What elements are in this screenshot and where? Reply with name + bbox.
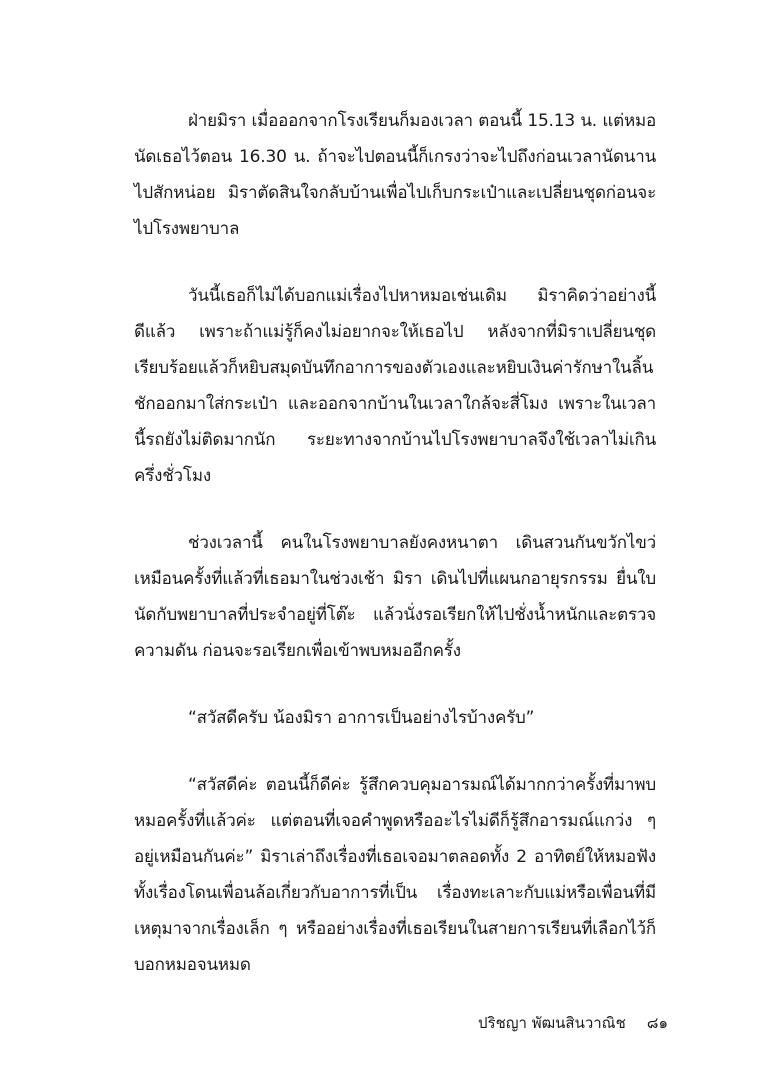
- paragraph-3: ช่วงเวลานี้ คนในโรงพยาบาลยังคงหนาตา เดินสวนกันขวักไขว่เหมือนครั้งที่แล้วที่เธอมาในช่วงเช้า มิรา เดินไปที่แผนกอายุรกรรม ยื่นใบนัดกับพยาบาลที่ประจำอยู่ที่โต๊ะ แล้วนั่งรอเรียกให้ไปชั่งน้ำหนักและตรวจความดัน ก่อนจะรอเรียกเพื่อเข้าพบหมออีกครั้ง: [134, 533, 656, 661]
- page-footer: [478, 1011, 678, 1035]
- paragraph-5-dialogue: “สวัสดีค่ะ ตอนนี้ก็ดีค่ะ รู้สึกควบคุมอารมณ์ได้มากกว่าครั้งที่มาพบหมอครั้งที่แล้วค่ะ แต่ตอนที่เจอคำพูดหรืออะไรไม่ดีก็รู้สึกอารมณ์แกว่ง ๆ อยู่เหมือนกันค่ะ” มิราเล่าถึงเรื่องที่เธอเจอมาตลอดทั้ง 2 อาทิตย์ให้หมอฟัง ทั้งเรื่องโดนเพื่อนล้อเกี่ยวกับอาการที่เป็น เรื่องทะเลาะกับแม่หรือเพื่อนที่มีเหตุมาจากเรื่องเล็ก ๆ หรืออย่างเรื่องที่เธอเรียนในสายการเรียนที่เลือกไว้ก็บอกหมอจนหมด: [134, 775, 656, 975]
- paragraph-4-dialogue: “สวัสดีครับ น้องมิรา อาการเป็นอย่างไรบ้างครับ”: [188, 708, 535, 728]
- body-text: [134, 103, 656, 1014]
- paragraph-2: วันนี้เธอก็ไม่ได้บอกแม่เรื่องไปหาหมอเช่นเดิม มิราคิดว่าอย่างนี้ดีแล้ว เพราะถ้าแม่รู้ก็คงไม่อยากจะให้เธอไป หลังจากที่มิราเปลี่ยนชุดเรียบร้อยแล้วก็หยิบสมุดบันทึกอาการของตัวเองและหยิบเงินค่ารักษาในลิ้นชักออกมาใส่กระเป๋า และออกจากบ้านในเวลาใกล้จะสี่โมง เพราะในเวลานี้รถยังไม่ติดมากนัก ระยะทางจากบ้านไปโรงพยาบาลจึงใช้เวลาไม่เกินครึ่งชั่วโมง: [134, 286, 656, 486]
- paragraph-1: ฝ่ายมิรา เมื่อออกจากโรงเรียนก็มองเวลา ตอนนี้ 15.13 น. แต่หมอนัดเธอไว้ตอน 16.30 น. ถ้าจะไปตอนนี้ก็เกรงว่าจะไปถึงก่อนเวลานัดนานไปสักหน่อย มิราตัดสินใจกลับบ้านเพื่อไปเก็บกระเป๋าและเปลี่ยนชุดก่อนจะไปโรงพยาบาล: [134, 111, 656, 239]
- footer-author: ปริชญา พัฒนสินวาณิช: [478, 1014, 626, 1032]
- page-number: ๘๑: [646, 1014, 668, 1032]
